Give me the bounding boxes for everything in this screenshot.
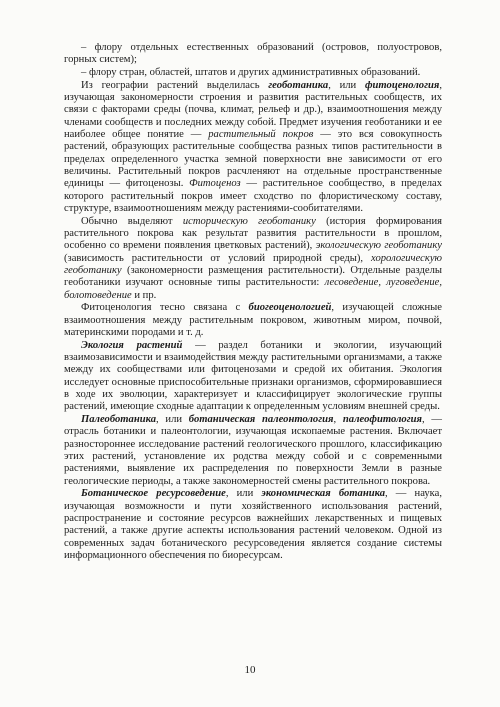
page-number: 10 [244, 664, 256, 676]
paragraph [64, 216, 442, 302]
paragraph [64, 302, 442, 339]
text-run: (история формирования растительного покрова как результат развития растительности в прошлом, особенно со времени появления цветковых растений), [64, 215, 442, 252]
paragraph [64, 80, 442, 216]
text-run: и пр. [131, 289, 157, 301]
term: экономическая ботаника [261, 488, 385, 500]
emphasis: Фитоценоз [189, 178, 241, 190]
term: геоботаника [268, 79, 329, 91]
text-run: , изучающая закономерности строения и развития растительных сообществ, их связи с факторами среды (почва, климат, рельеф и др.), взаимоотношения между членами сообществ и последних между собой. Предмет изучения геоботаники и ее наиболее общее понятие — [64, 79, 442, 140]
text-run: Фитоценология тесно связана с [81, 302, 249, 314]
text-run: — растительное сообщество, в пределах которого растительный покров имеет сходство по флористическому составу, структуре, взаимоотношениям между растениями-сообитателями. [64, 178, 442, 215]
term: Палеоботаника [81, 414, 156, 426]
emphasis: растительный покров [208, 129, 314, 140]
paragraph [64, 414, 442, 488]
text-run: , изучающей сложные взаимоотношения между растительным покровом, животным миром, почвой, материнскими породами и т. д. [64, 302, 442, 339]
term: Ботаническое ресурсоведение [81, 488, 226, 500]
text-run: – флору отдельных естественных образований (островов, полуостровов, горных систем); [64, 42, 442, 66]
text-run: , или [328, 79, 365, 91]
text-run: — раздел ботаники и экологии, изучающий взаимозависимости и взаимодействия между растительными организмами, а также между их сообществами или фитоценозами и средой их обитания. Экология исследует основные приспособительные признаки организмов, сформировавшиеся в ходе их эволюции, характеризует и классифицирует экологические группы растений, имеющие сходные адаптации к определенным условиям внешней среды. [64, 339, 442, 413]
text-run: , [333, 414, 343, 426]
text-run: Из географии растений выделилась [81, 79, 269, 91]
term: ботаническая палеонтология [188, 414, 334, 426]
text-run: Обычно выделяют [81, 215, 183, 227]
text-run: — это вся совокупность растений, образующих растительные сообщества разных типов растительности в пределах определенного участка земной поверхности вне зависимости от его величины. Растительный покров расчленяют на отдельные пространственные единицы — фитоценозы. [64, 129, 442, 190]
paragraph [64, 488, 442, 562]
paragraph [64, 340, 442, 414]
text-run: , или [225, 488, 262, 500]
emphasis: экологическую геоботанику [315, 240, 442, 252]
text-run: – флору стран, областей, штатов и других административных образований. [81, 66, 421, 78]
text-run: , или [156, 414, 189, 426]
list-item [64, 42, 442, 67]
term: Экология растений [81, 339, 183, 351]
emphasis: лесоведение, луговедение, болотоведение [64, 277, 443, 301]
text-run: , — отрасль ботаники и палеонтологии, изучающая ископаемые растения. Включает разностороннее исследование растений геологического прошлого, классификацию этих растений, установление их родства между собой и с современными растениями, выявление их распределения по поверхности Земли в разные геологические периоды, а также закономерностей смены растительного покрова. [64, 414, 442, 487]
text-run: , — наука, изучающая возможности и пути хозяйственного использования растений, распространение и состояние ресурсов важнейших лекарственных и пищевых растений, а также другие аспекты использования растений человеком. Одной из современных задач ботанического ресурсоведения является создание системы информационного обеспечения по биоресурсам. [64, 488, 443, 562]
text-run: (закономерности размещения растительности). Отдельные разделы геоботаники изучают основные типы растительности: [64, 265, 442, 289]
emphasis: историческую геоботанику [182, 215, 316, 227]
text-run: (зависимость растительности от условий природной среды), [64, 252, 371, 264]
term: палеофитология [342, 414, 422, 426]
term: фитоценология [364, 79, 440, 91]
list-item [64, 67, 442, 79]
page-body-text [64, 42, 442, 563]
emphasis: хорологическую геоботанику [64, 252, 442, 277]
term: биогеоценологией [248, 302, 332, 314]
